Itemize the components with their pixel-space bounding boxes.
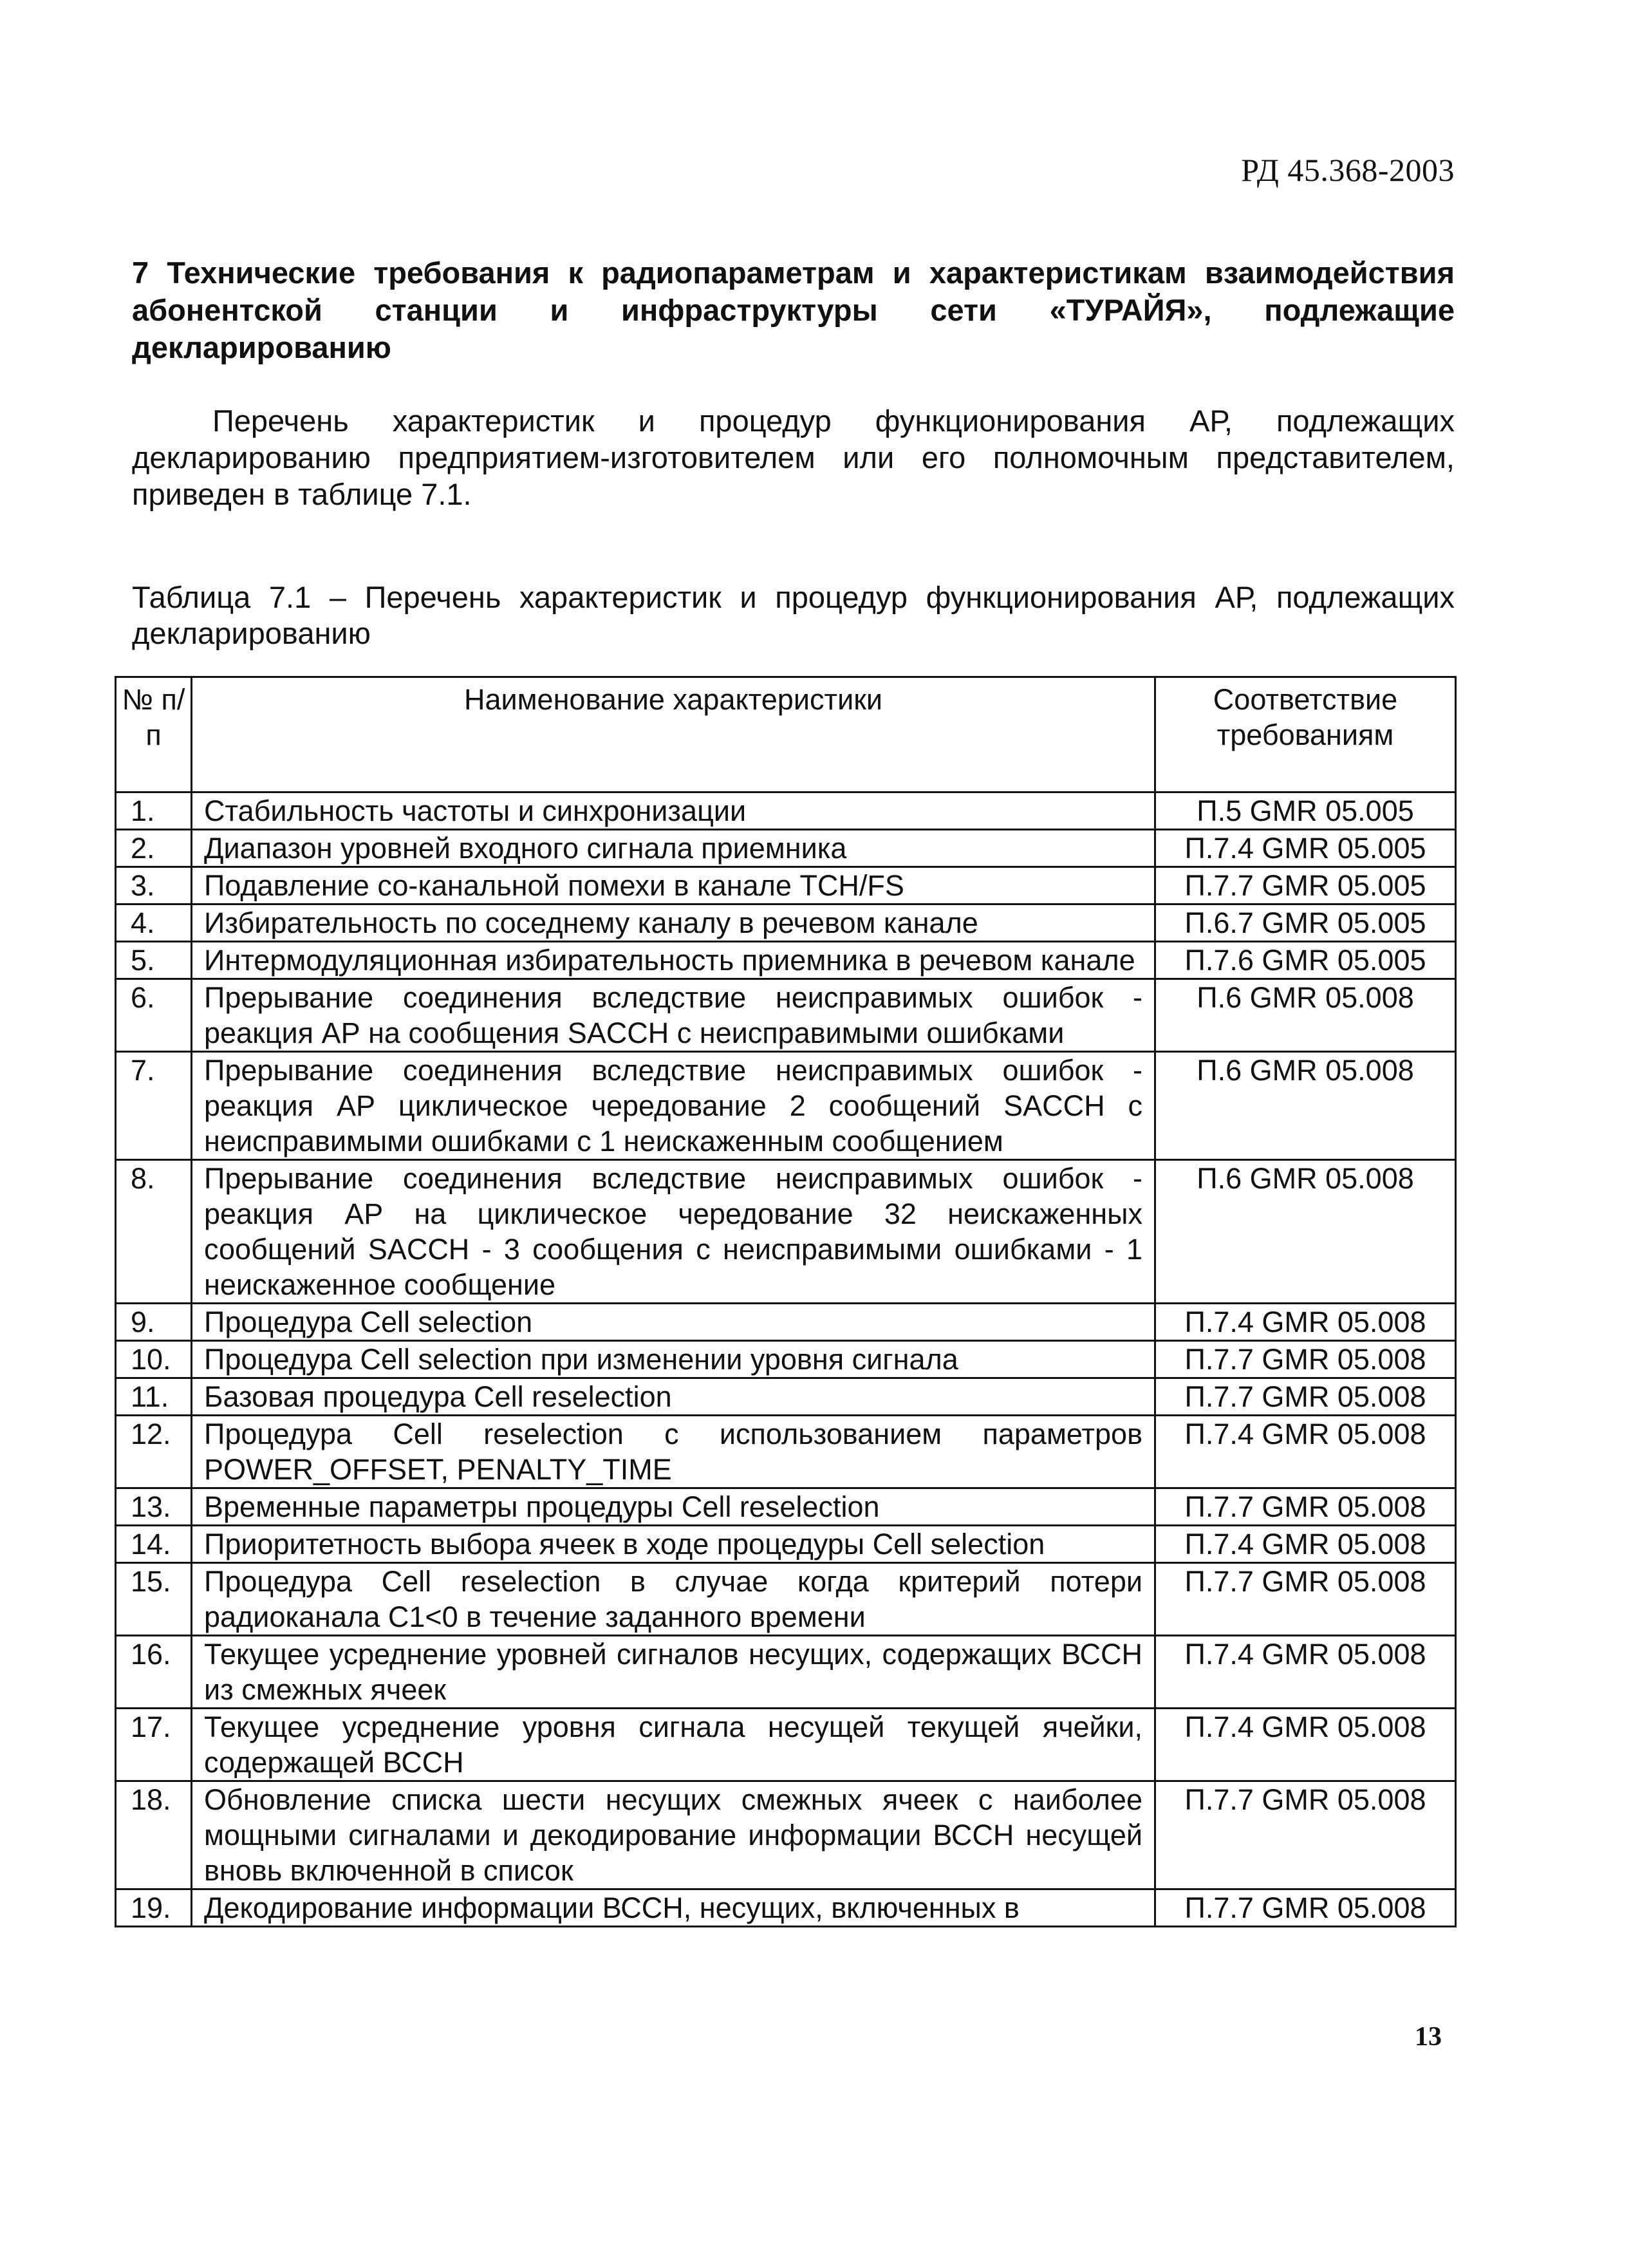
table-row bbox=[116, 1341, 1456, 1378]
row-requirement: П.7.4 GMR 05.008 bbox=[1155, 1416, 1456, 1488]
row-number: 9. bbox=[116, 1304, 192, 1341]
row-name: Прерывание соединения вследствие неисправимых ошибок - реакция АР на циклическое чередование 32 неискаженных сообщений SACCH - 3 сообщения с неисправимыми ошибками - 1 неискаженное сообщение bbox=[192, 1160, 1155, 1304]
row-requirement: П.7.4 GMR 05.005 bbox=[1155, 830, 1456, 867]
table-row bbox=[116, 1563, 1456, 1636]
row-requirement: П.7.6 GMR 05.005 bbox=[1155, 942, 1456, 979]
row-requirement: П.6 GMR 05.008 bbox=[1155, 1052, 1456, 1160]
table-row bbox=[116, 1889, 1456, 1927]
header-number: № п/п bbox=[116, 677, 192, 792]
row-name: Текущее усреднение уровней сигналов несущих, содержащих ВССН из смежных ячеек bbox=[192, 1636, 1155, 1709]
header-name: Наименование характеристики bbox=[192, 677, 1155, 792]
table-row bbox=[116, 1781, 1456, 1889]
table-row bbox=[116, 1709, 1456, 1781]
row-requirement: П.7.4 GMR 05.008 bbox=[1155, 1304, 1456, 1341]
row-number: 16. bbox=[116, 1636, 192, 1709]
row-number: 2. bbox=[116, 830, 192, 867]
section-heading: 7 Технические требования к радиопараметрам и характеристикам взаимодействия абонентской станции и инфраструктуры сети «ТУРАЙЯ», подлежащие декларированию bbox=[132, 256, 1455, 364]
row-name: Процедура Cell reselection с использованием параметров POWER_OFFSET, PENALTY_TIME bbox=[192, 1416, 1155, 1488]
row-name: Обновление списка шести несущих смежных ячеек с наиболее мощными сигналами и декодирование информации ВССН несущей вновь включенной в список bbox=[192, 1781, 1155, 1889]
row-number: 11. bbox=[116, 1378, 192, 1416]
header-requirement: Соответствие требованиям bbox=[1155, 677, 1456, 792]
row-number: 3. bbox=[116, 867, 192, 904]
table-row bbox=[116, 904, 1456, 942]
row-name: Диапазон уровней входного сигнала приемника bbox=[192, 830, 1155, 867]
row-name: Прерывание соединения вследствие неисправимых ошибок - реакция АР на сообщения SACCH с неисправимыми ошибками bbox=[192, 979, 1155, 1052]
row-requirement: П.7.7 GMR 05.005 bbox=[1155, 867, 1456, 904]
row-name: Избирательность по соседнему каналу в речевом канале bbox=[192, 904, 1155, 942]
row-requirement: П.7.7 GMR 05.008 bbox=[1155, 1378, 1456, 1416]
intro-paragraph bbox=[132, 402, 1455, 512]
row-name: Приоритетность выбора ячеек в ходе процедуры Cell selection bbox=[192, 1526, 1155, 1563]
row-requirement: П.5 GMR 05.005 bbox=[1155, 792, 1456, 830]
row-name: Подавление со-канальной помехи в канале TCH/FS bbox=[192, 867, 1155, 904]
row-name: Процедура Cell selection bbox=[192, 1304, 1155, 1341]
row-number: 13. bbox=[116, 1488, 192, 1526]
row-number: 4. bbox=[116, 904, 192, 942]
row-number: 6. bbox=[116, 979, 192, 1052]
table-caption: Таблица 7.1 – Перечень характеристик и процедур функционирования АР, подлежащих декларированию bbox=[132, 580, 1455, 650]
requirements-table bbox=[115, 676, 1457, 1927]
table-row bbox=[116, 1488, 1456, 1526]
row-number: 12. bbox=[116, 1416, 192, 1488]
table-header-row bbox=[116, 677, 1456, 792]
row-requirement: П.7.7 GMR 05.008 bbox=[1155, 1488, 1456, 1526]
row-number: 15. bbox=[116, 1563, 192, 1636]
table-row bbox=[116, 1636, 1456, 1709]
intro-text: Перечень характеристик и процедур функционирования АР, подлежащих декларированию предприятием-изготовителем или его полномочным представителем, приведен в таблице 7.1. bbox=[132, 404, 1455, 511]
row-requirement: П.6.7 GMR 05.005 bbox=[1155, 904, 1456, 942]
table-row bbox=[116, 1304, 1456, 1341]
table-row bbox=[116, 1378, 1456, 1416]
row-requirement: П.7.7 GMR 05.008 bbox=[1155, 1341, 1456, 1378]
row-name: Процедура Cell selection при изменении уровня сигнала bbox=[192, 1341, 1155, 1378]
row-name: Интермодуляционная избирательность приемника в речевом канале bbox=[192, 942, 1155, 979]
row-name: Процедура Cell reselection в случае когда критерий потери радиоканала С1<0 в течение заданного времени bbox=[192, 1563, 1155, 1636]
row-requirement: П.7.7 GMR 05.008 bbox=[1155, 1889, 1456, 1927]
row-name: Базовая процедура Cell reselection bbox=[192, 1378, 1155, 1416]
row-number: 14. bbox=[116, 1526, 192, 1563]
table-row bbox=[116, 942, 1456, 979]
row-number: 5. bbox=[116, 942, 192, 979]
row-name: Декодирование информации ВССН, несущих, включенных в bbox=[192, 1889, 1155, 1927]
table-row bbox=[116, 1052, 1456, 1160]
row-requirement: П.7.4 GMR 05.008 bbox=[1155, 1636, 1456, 1709]
table-row bbox=[116, 830, 1456, 867]
row-number: 1. bbox=[116, 792, 192, 830]
table-row bbox=[116, 792, 1456, 830]
row-name: Временные параметры процедуры Cell reselection bbox=[192, 1488, 1155, 1526]
row-name: Прерывание соединения вследствие неисправимых ошибок - реакция АР циклическое чередование 2 сообщений SACCH с неисправимыми ошибками с 1 неискаженным сообщением bbox=[192, 1052, 1155, 1160]
table-row bbox=[116, 979, 1456, 1052]
table-row bbox=[116, 867, 1456, 904]
row-number: 7. bbox=[116, 1052, 192, 1160]
row-requirement: П.6 GMR 05.008 bbox=[1155, 979, 1456, 1052]
table-row bbox=[116, 1160, 1456, 1304]
row-requirement: П.6 GMR 05.008 bbox=[1155, 1160, 1456, 1304]
table-body bbox=[116, 792, 1456, 1927]
row-requirement: П.7.4 GMR 05.008 bbox=[1155, 1709, 1456, 1781]
row-name: Текущее усреднение уровня сигнала несущей текущей ячейки, содержащей ВССН bbox=[192, 1709, 1155, 1781]
row-number: 10. bbox=[116, 1341, 192, 1378]
row-number: 17. bbox=[116, 1709, 192, 1781]
table-row bbox=[116, 1526, 1456, 1563]
table-row bbox=[116, 1416, 1456, 1488]
document-code: РД 45.368-2003 bbox=[1241, 152, 1455, 188]
row-name: Стабильность частоты и синхронизации bbox=[192, 792, 1155, 830]
row-requirement: П.7.7 GMR 05.008 bbox=[1155, 1781, 1456, 1889]
row-requirement: П.7.7 GMR 05.008 bbox=[1155, 1563, 1456, 1636]
row-requirement: П.7.4 GMR 05.008 bbox=[1155, 1526, 1456, 1563]
row-number: 19. bbox=[116, 1889, 192, 1927]
row-number: 18. bbox=[116, 1781, 192, 1889]
row-number: 8. bbox=[116, 1160, 192, 1304]
page-number: 13 bbox=[1415, 2022, 1442, 2052]
